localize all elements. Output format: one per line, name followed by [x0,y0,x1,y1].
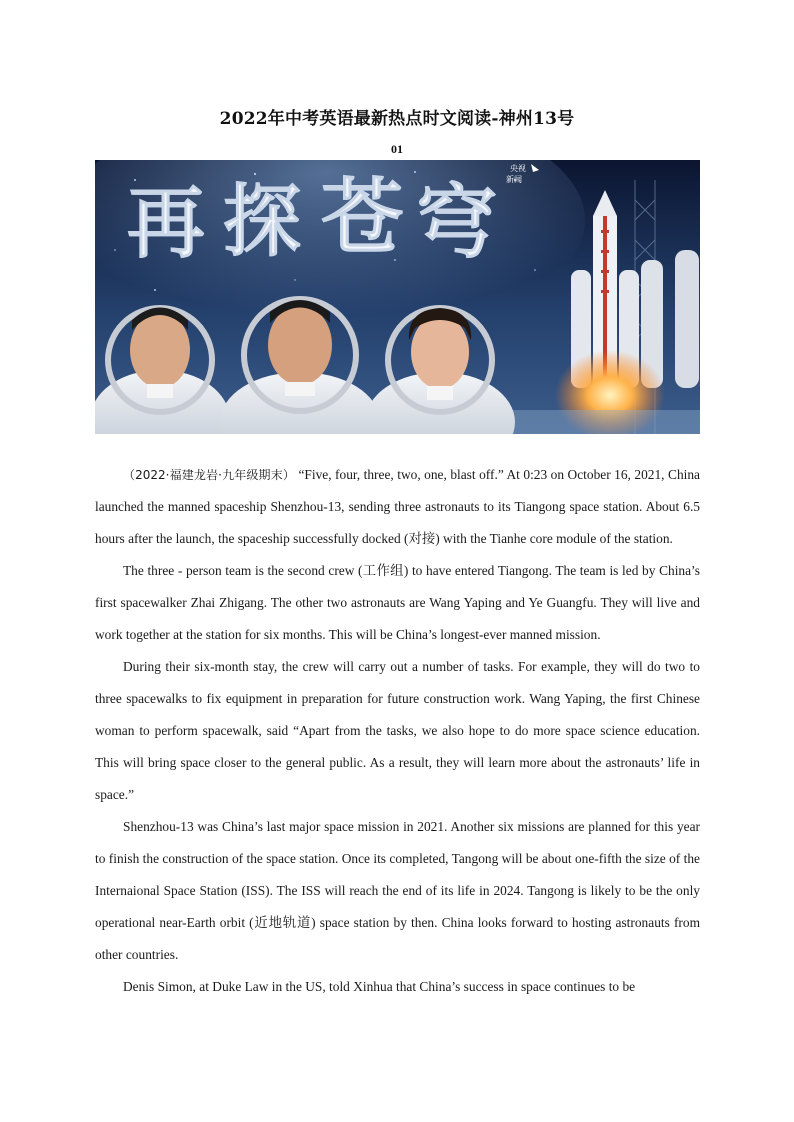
paragraph-1 [95,459,700,555]
hero-illustration [95,160,700,434]
headline-char-2: 探 [223,176,302,267]
section-number: 01 [391,142,403,156]
headline-char-4: 穹 [417,175,497,269]
page-title: 2022年中考英语最新热点时文阅读-神州13号 [219,109,575,129]
logo-line-2: 新闻 [506,175,522,184]
paragraph-3: During their six-month stay, the crew will carry out a number of tasks. For example, they will do two to three spacewalks to fix equipment in preparation for future construction work. Wang Yaping, the first Chinese woman to perform spacewalk, said “Apart from the tasks, we also hope to do more space science education. This will bring space closer to the general public. As a result, they will learn more about the astronauts’ life in space.” [95,659,700,802]
paragraph-4: Shenzhou-13 was China’s last major space mission in 2021. Another six missions are planned for this year to finish the construction of the space station. Once its completed, Tangong will be about one-fifth the size of the Internaional Space Station (ISS). The ISS will reach the end of its life in 2024. Tangong is likely to be the only operational near-Earth orbit (近地轨道) space station by then. China looks forward to hosting astronauts from other countries. [95,819,700,962]
hero-image [95,160,700,434]
headline-char-3: 苍 [321,170,404,266]
question-source: （2022·福建龙岩·九年级期末） [123,468,295,482]
passage-body [95,459,700,1003]
paragraph-5: Denis Simon, at Duke Law in the US, told Xinhua that China’s success in space continues to be [123,979,636,994]
logo-line-1: 央视 [510,164,526,173]
paragraph-1-text: “Five, four, three, two, one, blast off.” At 0:23 on October 16, 2021, China launched the manned spaceship Shenzhou-13, sending three astronauts to its Tiangong space station. About 6.5 hours after the launch, the spaceship successfully docked (对接) with the Tianhe core module of the station. [95,467,700,546]
headline-char-1: 再 [127,178,206,269]
paragraph-2: The three - person team is the second crew (工作组) to have entered Tiangong. The team is led by China’s first spacewalker Zhai Zhigang. The other two astronauts are Wang Yaping and Ye Guangfu. They will live and work together at the station for six months. This will be China’s longest-ever manned mission. [95,563,700,642]
